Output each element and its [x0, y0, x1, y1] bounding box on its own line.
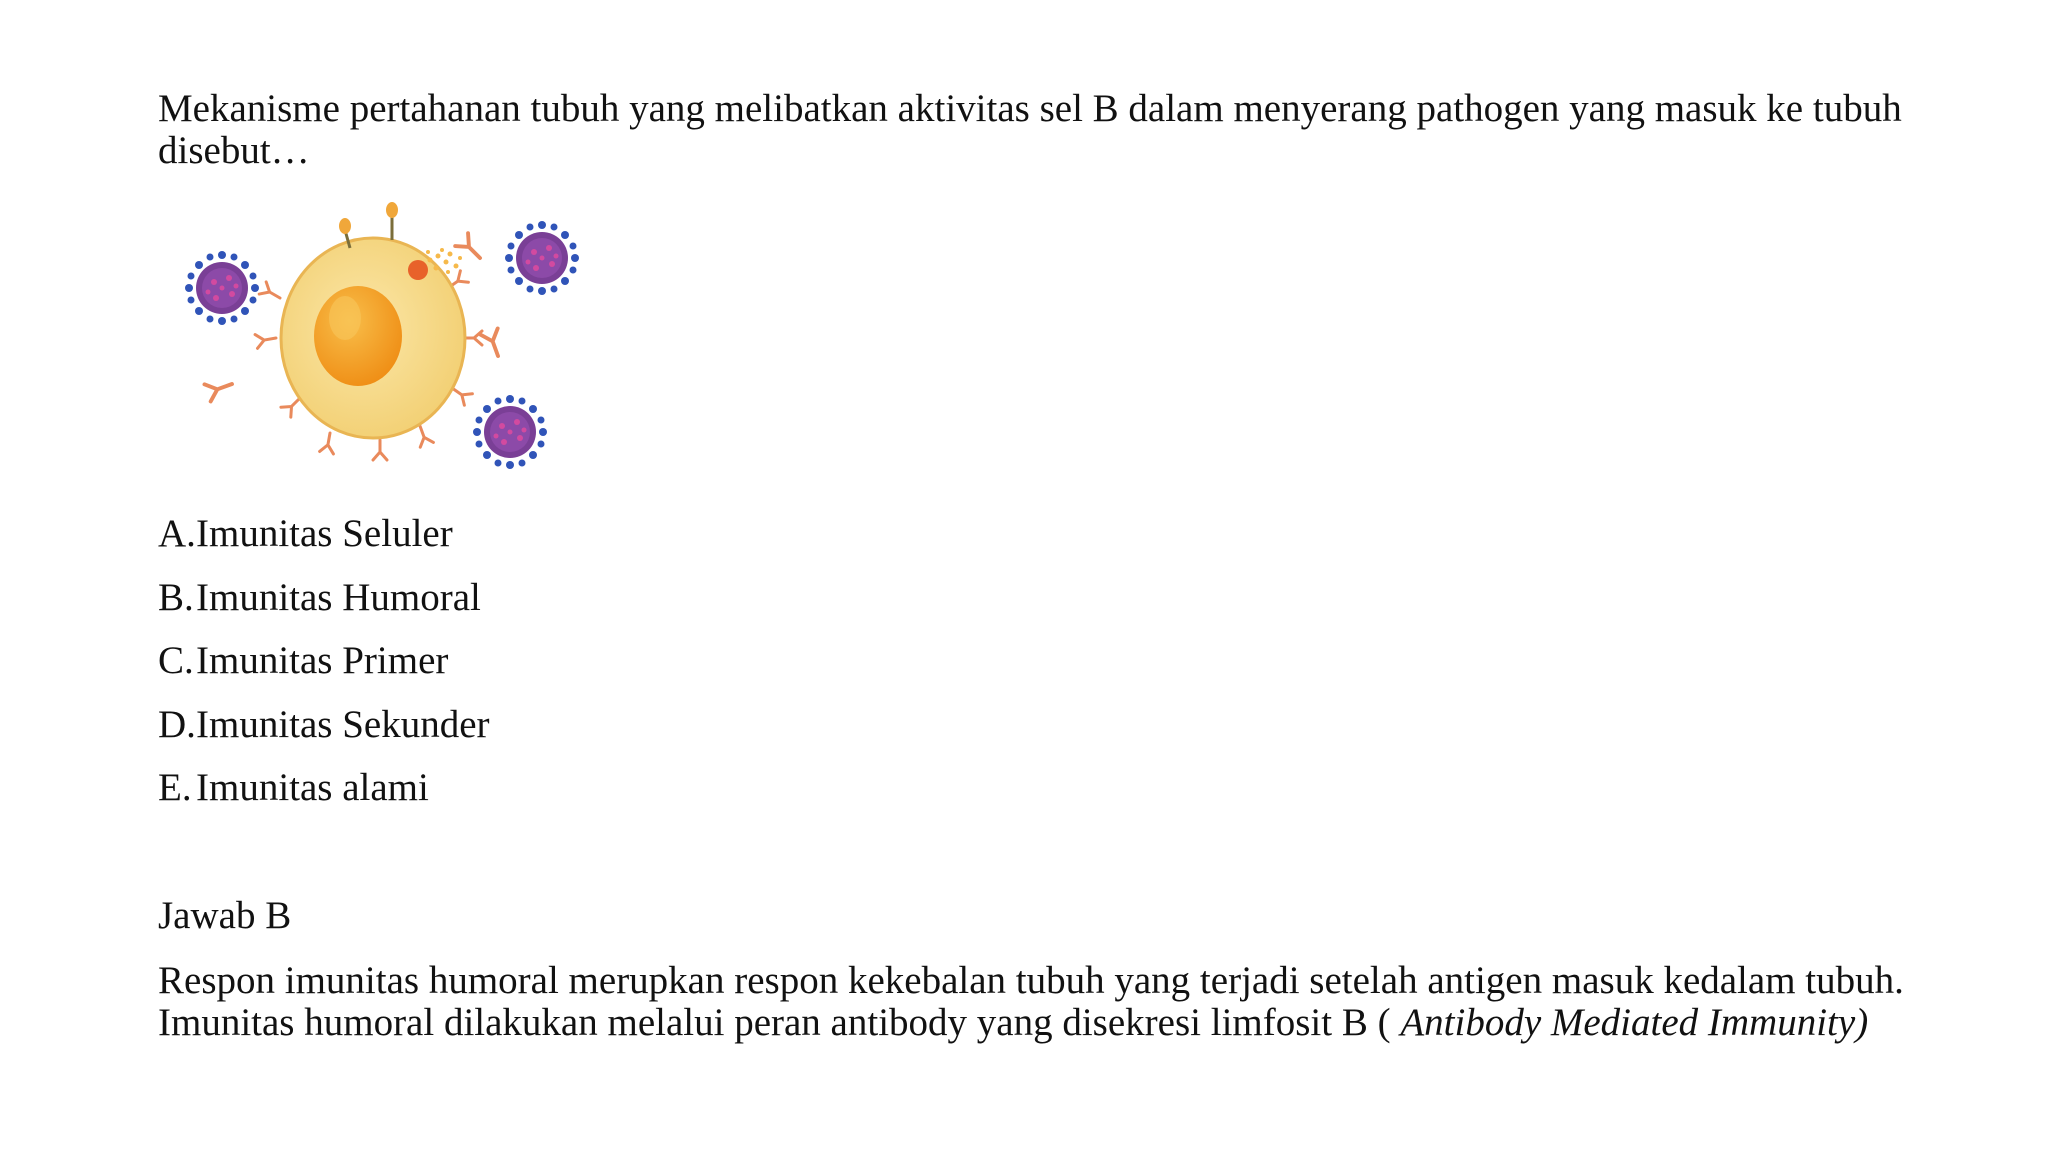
option-c: [158, 639, 490, 703]
option-e: [158, 766, 490, 830]
option-letter: B.: [158, 575, 194, 619]
option-text: Imunitas Seluler: [196, 512, 453, 555]
explanation-italic-term: Antibody Mediated Immunity): [1400, 1001, 1869, 1044]
explanation-line-2: Imunitas humoral dilakukan melalui peran antibody yang disekresi limfosit B (: [158, 1001, 1401, 1044]
option-text: Imunitas alami: [196, 766, 429, 809]
option-b: [158, 576, 490, 640]
b-cell-illustration-icon: [180, 188, 600, 508]
option-letter: A.: [158, 512, 196, 555]
explanation-text: [158, 960, 1958, 1044]
answer-key: Jawab B: [158, 894, 292, 937]
option-letter: C.: [158, 639, 194, 682]
question-text: Mekanisme pertahanan tubuh yang melibatkan aktivitas sel B dalam menyerang pathogen yang masuk ke tubuh disebut…: [158, 87, 1902, 172]
option-text: Imunitas Primer: [196, 639, 449, 682]
option-d: [158, 703, 490, 767]
option-text: Imunitas Sekunder: [196, 702, 490, 746]
option-a: [158, 512, 490, 576]
option-text: Imunitas Humoral: [196, 575, 481, 619]
answer-options: [158, 512, 490, 830]
option-letter: D.: [158, 702, 196, 746]
option-letter: E.: [158, 766, 192, 809]
explanation-line-1: Respon imunitas humoral merupkan respon kekebalan tubuh yang terjadi setelah antigen masuk kedalam tubuh.: [158, 959, 1904, 1002]
